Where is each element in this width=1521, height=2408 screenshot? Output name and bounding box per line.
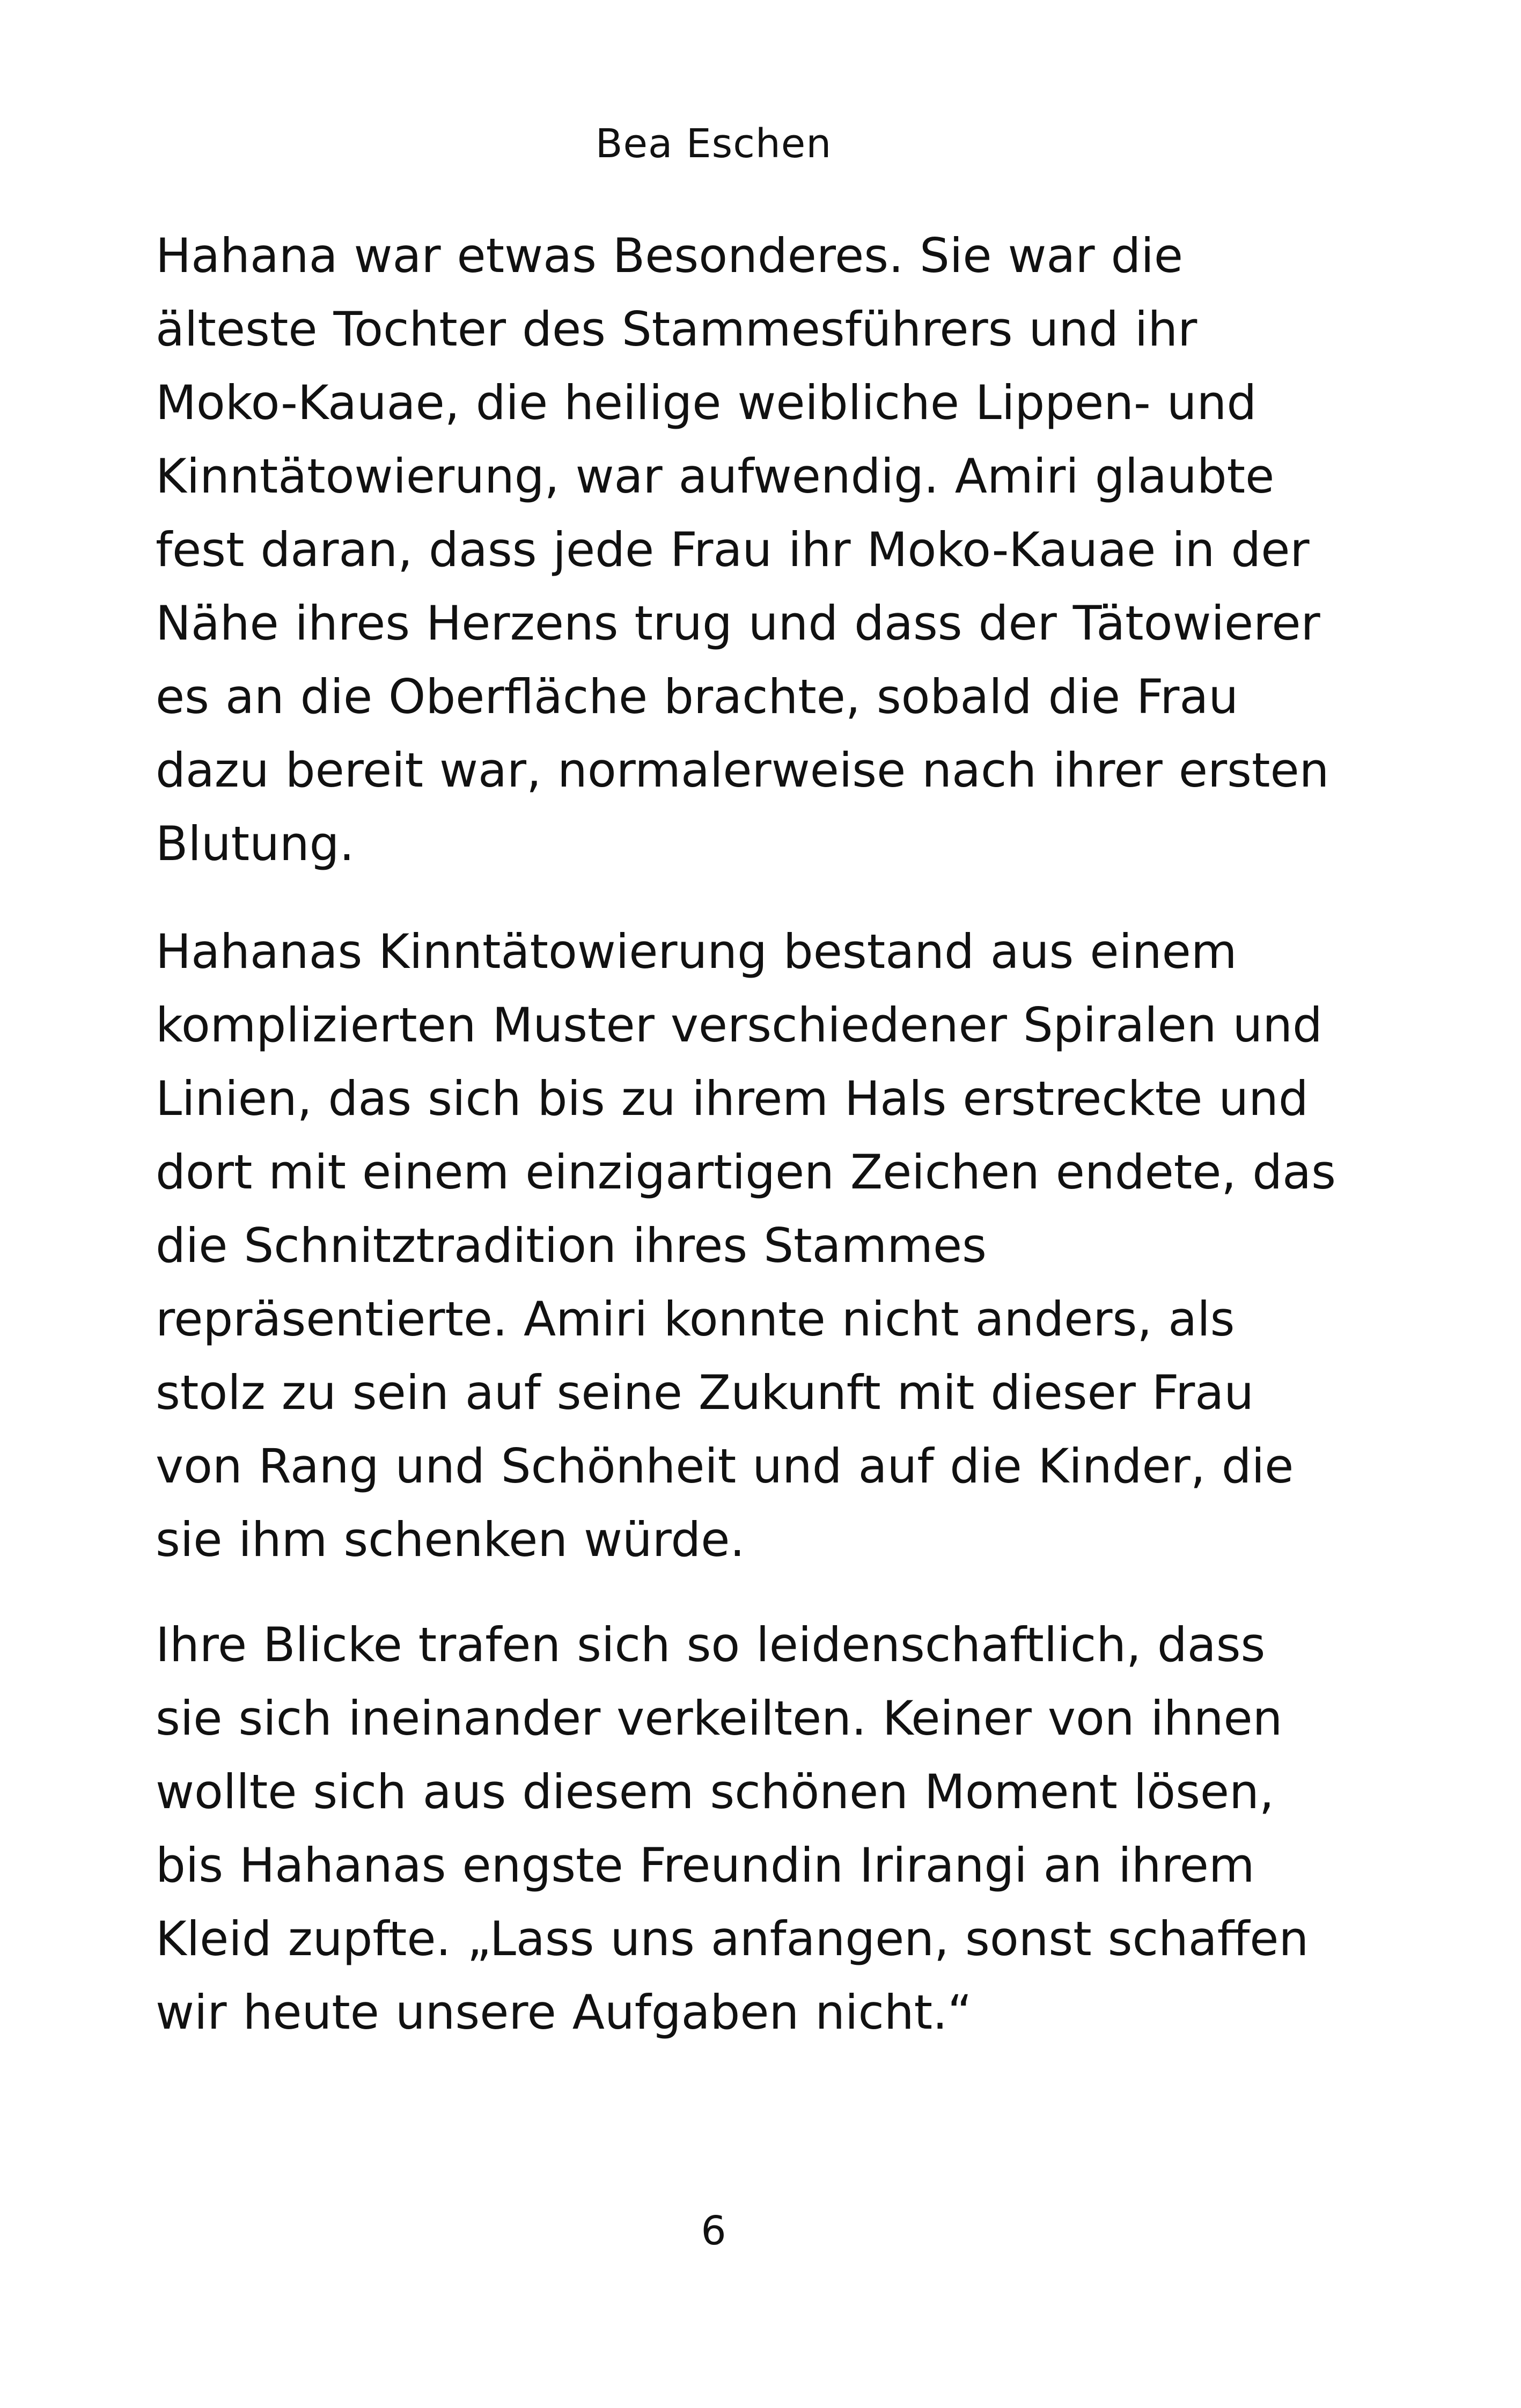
page-number: 6 [701, 2208, 726, 2254]
text-line: stolz zu sein auf seine Zukunft mit dieser Frau [156, 1365, 1254, 1420]
text-line: sie sich ineinander verkeilten. Keiner von ihnen [156, 1691, 1283, 1746]
text-line: die Schnitztradition ihres Stammes [156, 1218, 987, 1273]
text-line: Kleid zupfte. „Lass uns anfangen, sonst schaffen [156, 1911, 1309, 1966]
paragraph-1 [156, 219, 1336, 880]
text-line: bis Hahanas engste Freundin Irirangi an ihrem [156, 1838, 1255, 1893]
text-line: repräsentierte. Amiri konnte nicht anders, als [156, 1291, 1235, 1347]
text-line: wollte sich aus diesem schönen Moment lösen, [156, 1764, 1274, 1819]
text-line: wir heute unsere Aufgaben nicht.“ [156, 1985, 972, 2040]
running-header-author: Bea Eschen [595, 121, 832, 167]
paragraph-2 [156, 915, 1336, 1576]
text-line: Moko-Kauae, die heilige weibliche Lippen- und [156, 375, 1257, 430]
text-line: von Rang und Schönheit und auf die Kinder, die [156, 1438, 1294, 1494]
text-line: dazu bereit war, normalerweise nach ihrer ersten [156, 743, 1329, 798]
text-line: sie ihm schenken würde. [156, 1512, 745, 1567]
text-line: Linien, das sich bis zu ihrem Hals erstreckte und [156, 1071, 1309, 1126]
text-line: Ihre Blicke trafen sich so leidenschaftlich, dass [156, 1617, 1266, 1672]
text-line: älteste Tochter des Stammesführers und ihr [156, 302, 1197, 357]
text-line: fest daran, dass jede Frau ihr Moko-Kauae in der [156, 522, 1310, 577]
text-line: Hahanas Kinntätowierung bestand aus einem [156, 924, 1237, 979]
text-line: Kinntätowierung, war aufwendig. Amiri glaubte [156, 449, 1275, 504]
text-line: Blutung. [156, 816, 355, 871]
text-line: Hahana war etwas Besonderes. Sie war die [156, 228, 1183, 283]
text-line: es an die Oberfläche brachte, sobald die Frau [156, 669, 1239, 724]
paragraph-3 [156, 1608, 1336, 2049]
text-line: Nähe ihres Herzens trug und dass der Tätowierer [156, 596, 1320, 651]
text-line: komplizierten Muster verschiedener Spiralen und [156, 997, 1322, 1053]
text-line: dort mit einem einzigartigen Zeichen endete, das [156, 1144, 1336, 1200]
